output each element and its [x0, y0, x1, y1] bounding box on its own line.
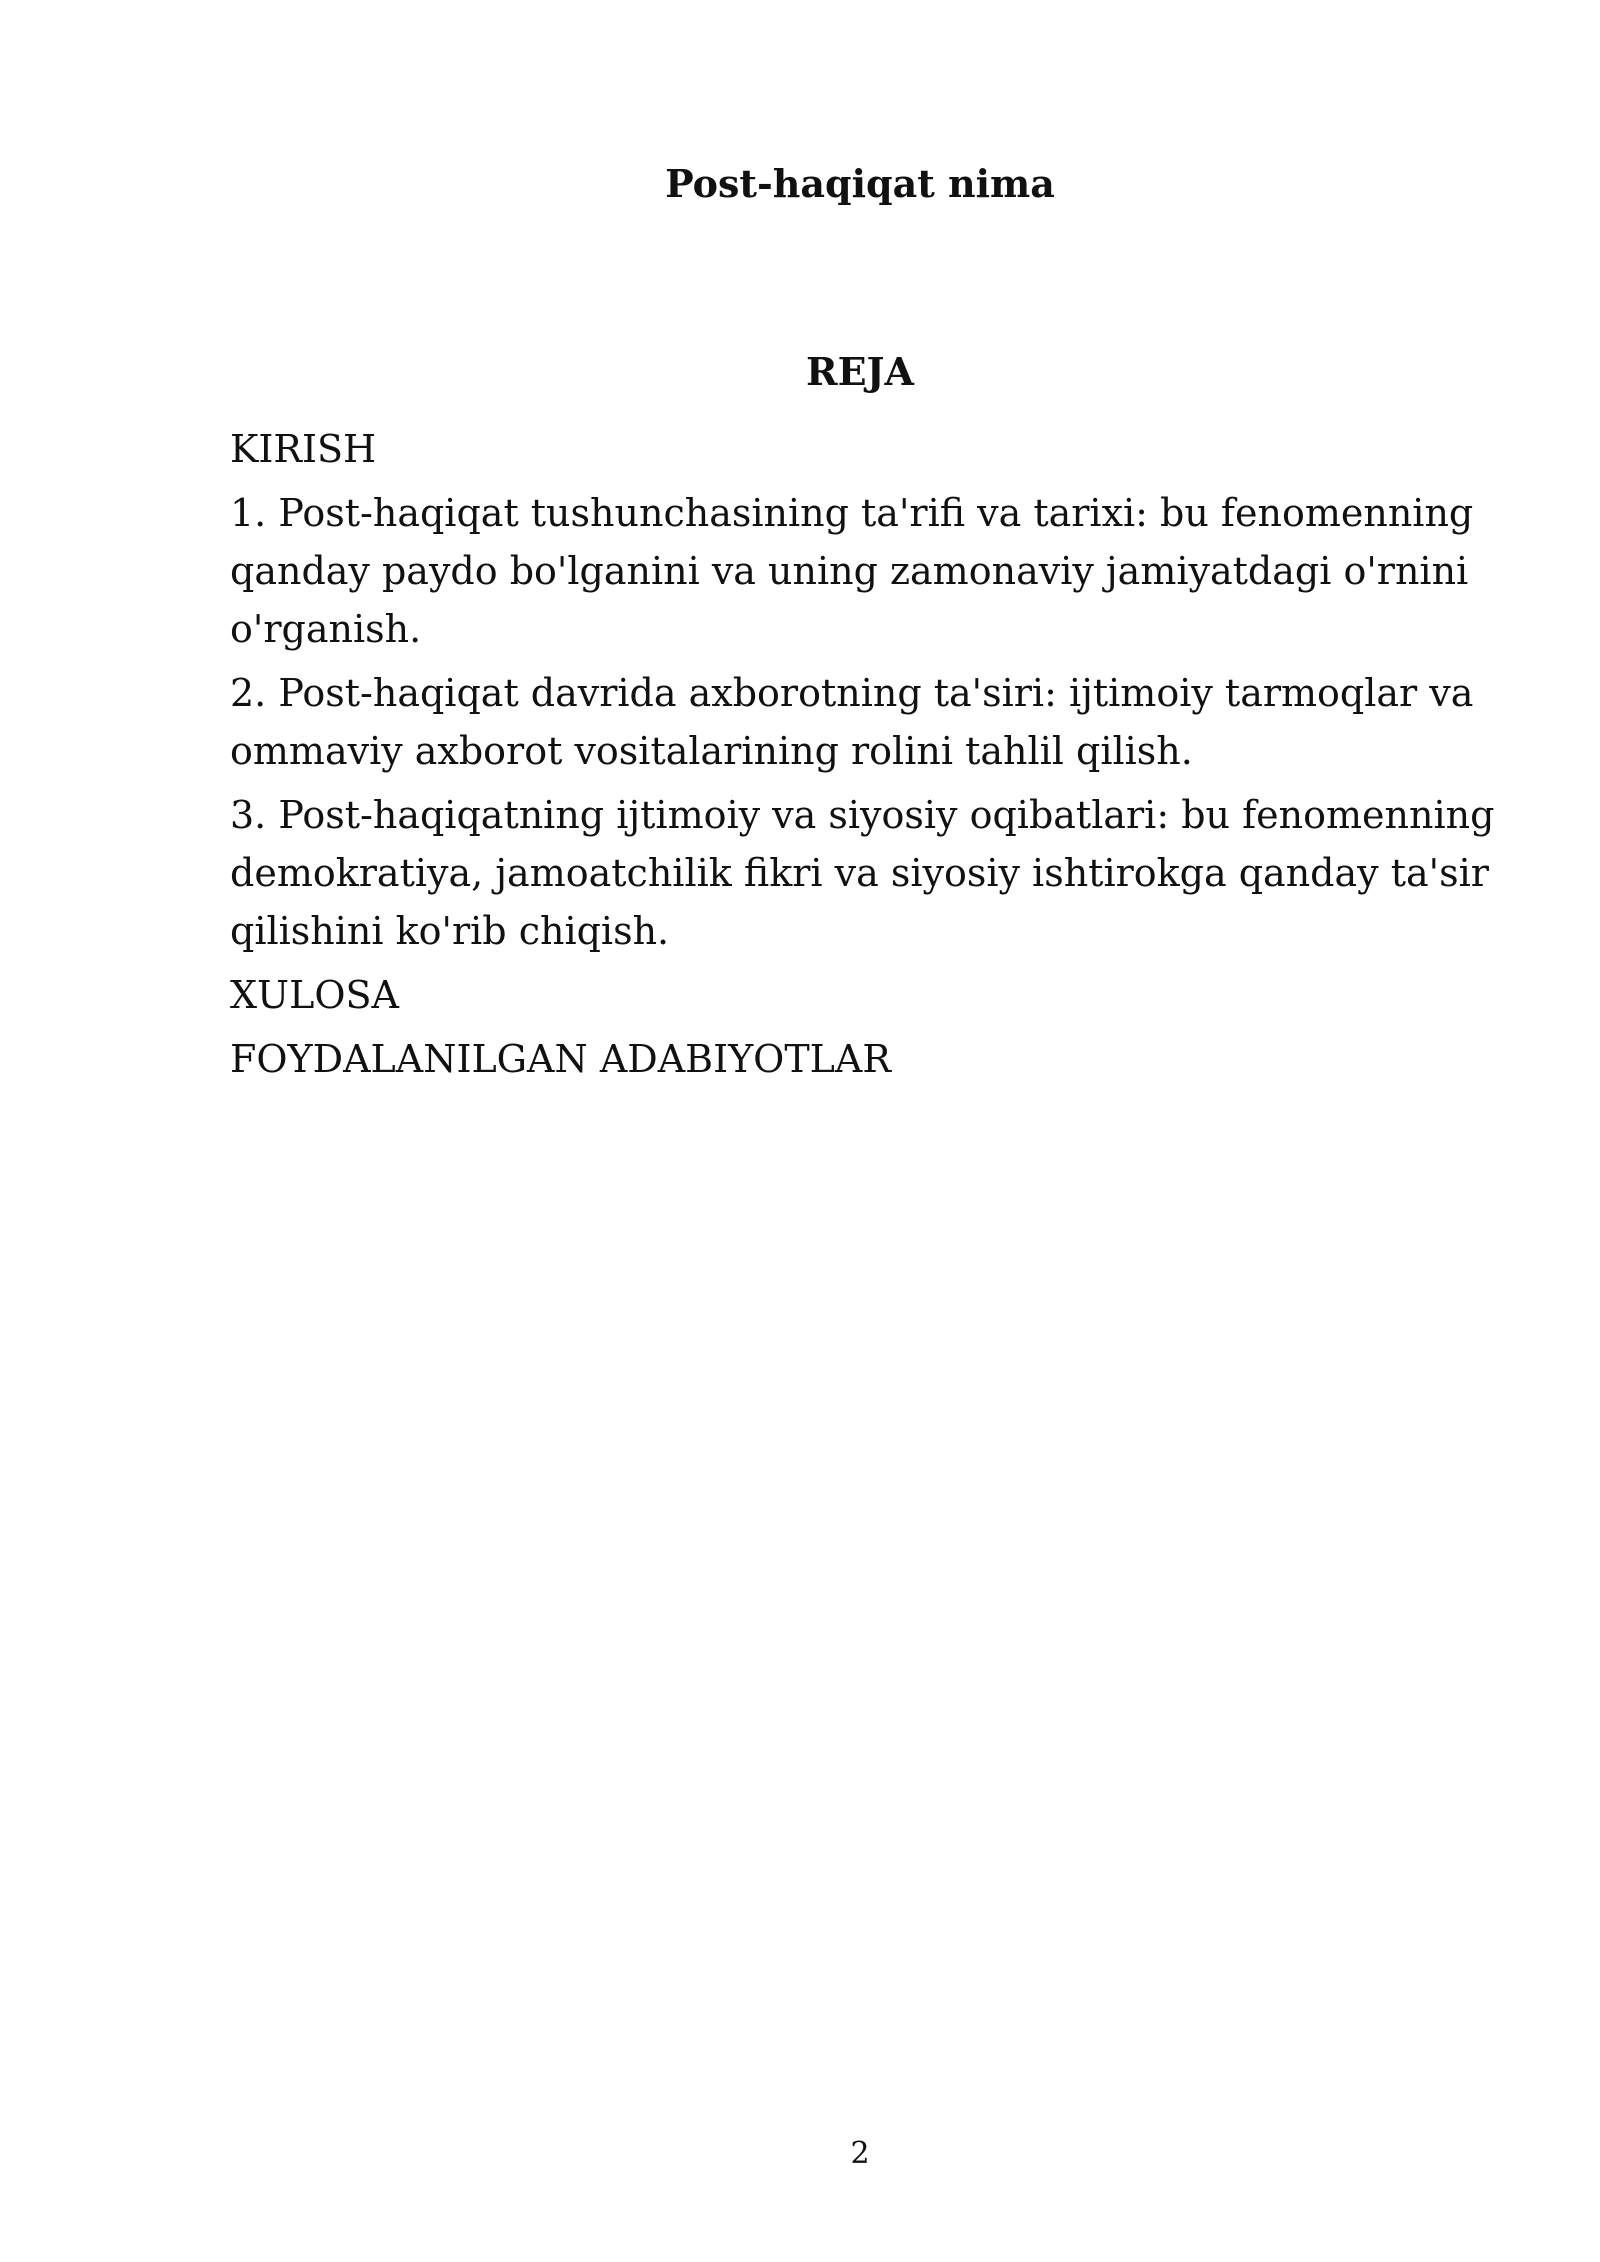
plan-item-introduction: KIRISH — [230, 427, 377, 471]
plan-item-1: 1. Post-haqiqat tushunchasining ta'rifi va tarixi: bu fenomenning qanday paydo bo'lganini va uning zamonaviy jamiyatdagi o'rnini o'rganish. — [230, 491, 1474, 651]
page-number: 2 — [850, 2136, 870, 2171]
plan-item-2: 2. Post-haqiqat davrida axborotning ta'siri: ijtimoiy tarmoqlar va ommaviy axborot vositalarining rolini tahlil qilish. — [230, 671, 1474, 773]
document-title: Post-haqiqat nima — [665, 161, 1055, 206]
plan-heading: REJA — [805, 349, 914, 394]
plan-list — [230, 420, 1510, 1094]
plan-item-conclusion: XULOSA — [230, 973, 399, 1017]
plan-item-3: 3. Post-haqiqatning ijtimoiy va siyosiy oqibatlari: bu fenomenning demokratiya, jamoatchilik fikri va siyosiy ishtirokga qanday ta'sir qilishini ko'rib chiqish. — [230, 793, 1495, 953]
plan-item-references: FOYDALANILGAN ADABIYOTLAR — [230, 1037, 891, 1081]
